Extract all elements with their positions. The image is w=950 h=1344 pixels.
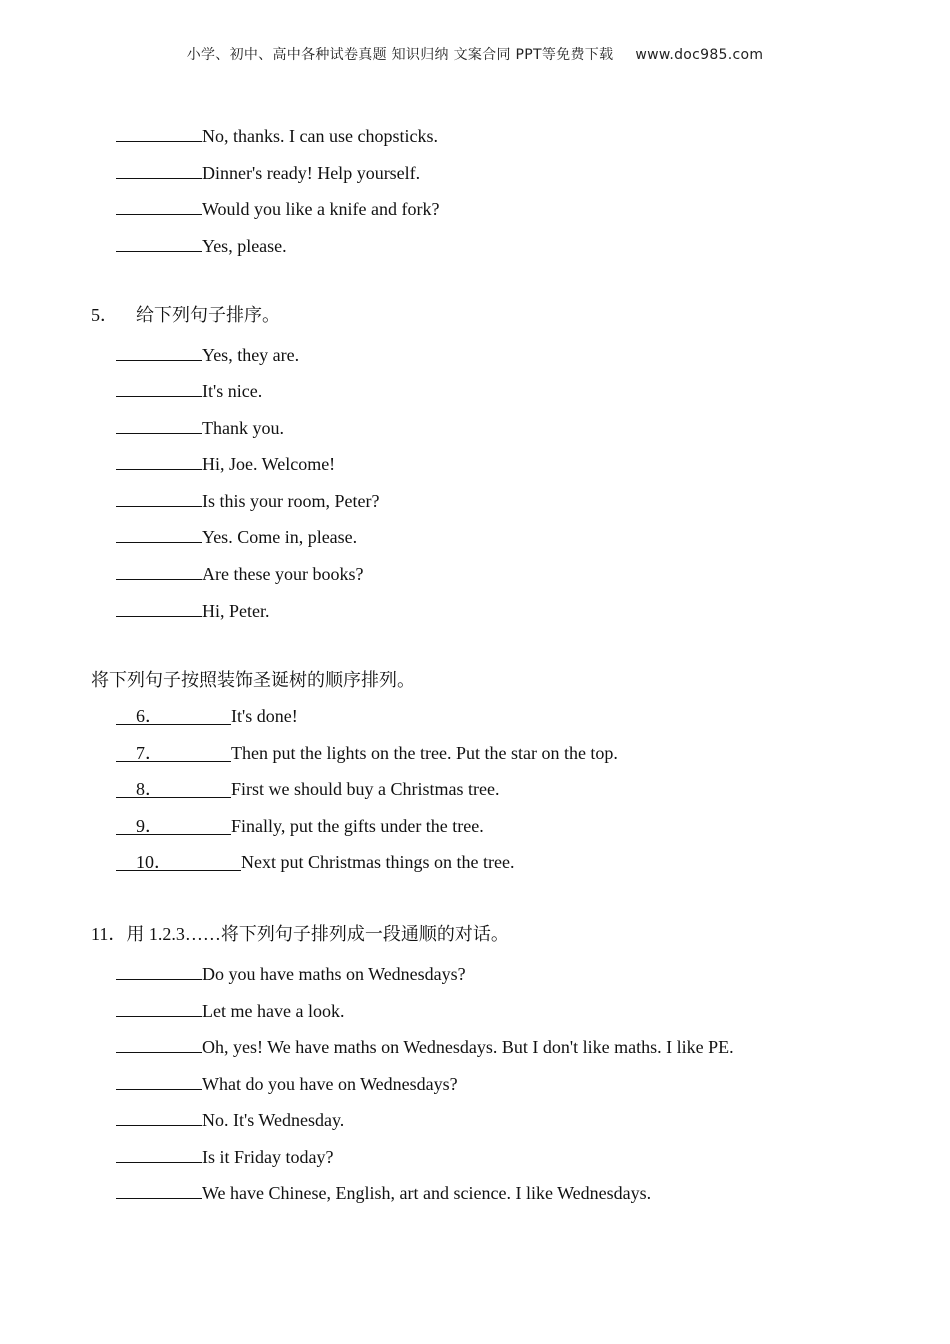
answer-blank[interactable]	[116, 231, 202, 252]
answer-blank[interactable]	[116, 741, 231, 762]
answer-blank[interactable]	[116, 121, 202, 142]
item-text: Do you have maths on Wednesdays?	[202, 964, 466, 984]
item-text: Thank you.	[202, 418, 284, 438]
answer-blank[interactable]	[116, 1032, 202, 1053]
item-text: Finally, put the gifts under the tree.	[231, 816, 484, 836]
list-item	[116, 777, 499, 801]
item-text: It's done!	[231, 706, 298, 726]
list-item	[116, 158, 420, 185]
list-item	[116, 121, 438, 148]
list-item	[116, 231, 287, 258]
list-item	[116, 704, 298, 728]
list-item	[116, 1105, 344, 1132]
list-item	[116, 522, 357, 549]
answer-blank[interactable]	[116, 340, 202, 361]
item-text: Yes, they are.	[202, 345, 300, 365]
list-item	[116, 596, 270, 623]
answer-blank[interactable]	[116, 413, 202, 434]
answer-blank[interactable]	[116, 1069, 202, 1090]
list-item	[116, 959, 466, 986]
list-item	[116, 340, 299, 367]
question-11-heading	[91, 922, 509, 946]
answer-blank[interactable]	[116, 1105, 202, 1126]
question-number: 5．	[91, 305, 118, 325]
question-title: 将下列句子按照装饰圣诞树的顺序排列。	[91, 670, 415, 690]
item-text: Is this your room, Peter?	[202, 491, 380, 511]
list-item	[116, 1032, 734, 1059]
question-6-10-heading	[91, 668, 415, 692]
item-text: Is it Friday today?	[202, 1147, 334, 1167]
item-text: Next put Christmas things on the tree.	[241, 852, 515, 872]
item-text: Dinner's ready! Help yourself.	[202, 163, 421, 183]
question-title: 11．用 1.2.3……将下列句子排列成一段通顺的对话。	[91, 924, 509, 944]
item-text: It's nice.	[202, 381, 263, 401]
item-text: Would you like a knife and fork?	[202, 199, 440, 219]
answer-blank[interactable]	[116, 777, 231, 798]
page-header	[0, 44, 950, 64]
answer-blank[interactable]	[116, 959, 202, 980]
answer-blank[interactable]	[116, 596, 202, 617]
answer-blank[interactable]	[116, 850, 241, 871]
list-item	[116, 376, 262, 403]
list-item	[116, 1178, 651, 1205]
list-item	[116, 486, 379, 513]
item-text: No, thanks. I can use chopsticks.	[202, 126, 438, 146]
item-text: Then put the lights on the tree. Put the star on the top.	[231, 743, 618, 763]
answer-blank[interactable]	[116, 158, 202, 179]
header-site: www.doc985.com	[635, 47, 764, 63]
item-text: Hi, Peter.	[202, 601, 270, 621]
question-number: 10．	[136, 852, 172, 872]
list-item	[116, 1142, 333, 1169]
item-text: Yes, please.	[202, 236, 287, 256]
list-item	[116, 194, 439, 221]
list-item	[116, 850, 514, 874]
question-title: 给下列句子排序。	[136, 305, 280, 325]
answer-blank[interactable]	[116, 996, 202, 1017]
header-text: 小学、初中、高中各种试卷真题 知识归纳 文案合同 PPT等免费下载	[186, 47, 614, 63]
item-text: What do you have on Wednesdays?	[202, 1074, 458, 1094]
list-item	[116, 413, 284, 440]
item-text: No. It's Wednesday.	[202, 1110, 345, 1130]
answer-blank[interactable]	[116, 376, 202, 397]
list-item	[116, 1069, 458, 1096]
item-text: Hi, Joe. Welcome!	[202, 454, 336, 474]
question-number: 6．	[136, 706, 163, 726]
answer-blank[interactable]	[116, 559, 202, 580]
item-text: First we should buy a Christmas tree.	[231, 779, 500, 799]
list-item	[116, 741, 618, 765]
answer-blank[interactable]	[116, 522, 202, 543]
question-5-heading	[91, 303, 280, 327]
list-item	[116, 449, 335, 476]
answer-blank[interactable]	[116, 704, 231, 725]
item-text: Oh, yes! We have maths on Wednesdays. But I don't like maths. I like PE.	[202, 1037, 734, 1057]
question-number: 7．	[136, 743, 163, 763]
item-text: Yes. Come in, please.	[202, 527, 358, 547]
list-item	[116, 559, 363, 586]
answer-blank[interactable]	[116, 1142, 202, 1163]
question-number: 8．	[136, 779, 163, 799]
list-item	[116, 814, 484, 838]
item-text: Are these your books?	[202, 564, 364, 584]
list-item	[116, 996, 344, 1023]
answer-blank[interactable]	[116, 449, 202, 470]
answer-blank[interactable]	[116, 194, 202, 215]
answer-blank[interactable]	[116, 814, 231, 835]
answer-blank[interactable]	[116, 486, 202, 507]
question-number: 9．	[136, 816, 163, 836]
item-text: We have Chinese, English, art and science. I like Wednesdays.	[202, 1183, 652, 1203]
item-text: Let me have a look.	[202, 1001, 345, 1021]
answer-blank[interactable]	[116, 1178, 202, 1199]
